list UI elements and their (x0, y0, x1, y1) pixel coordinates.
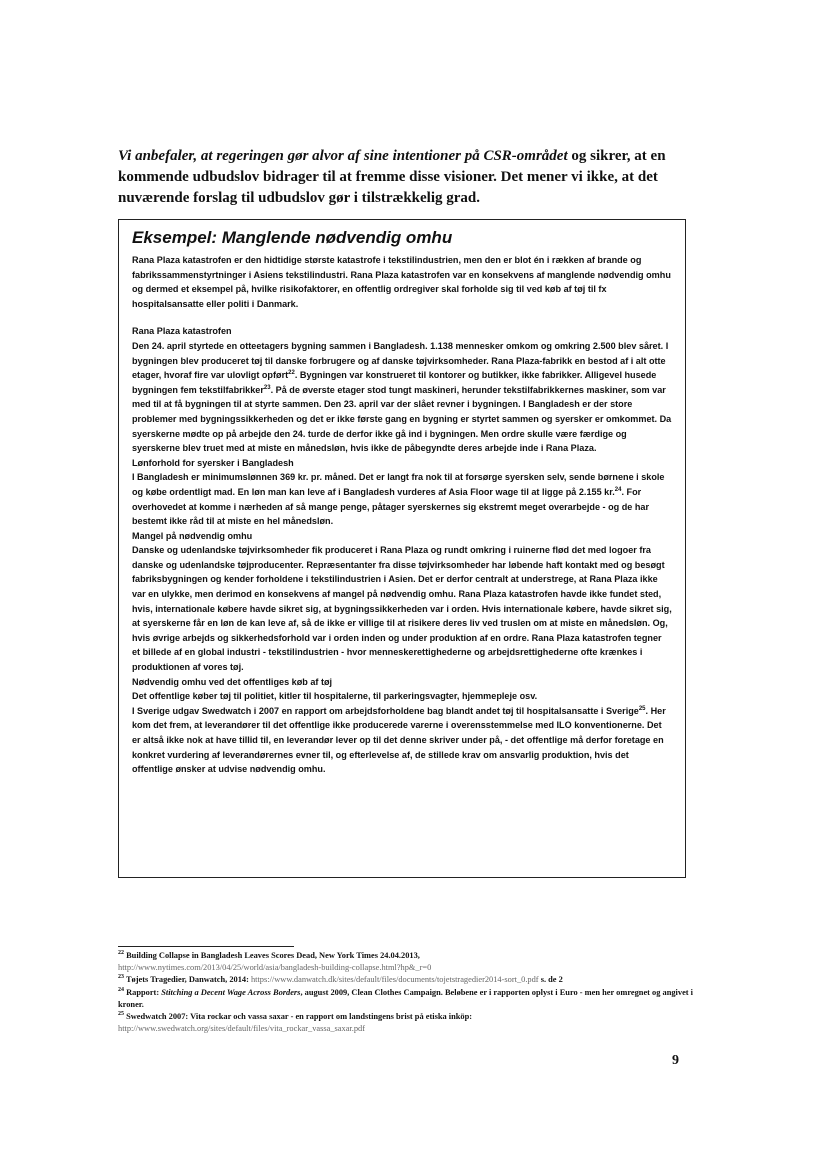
footnote-25 (118, 1011, 693, 1023)
intro-paragraph (118, 146, 688, 209)
footnote-text: Tøjets Tragedier, Danwatch, 2014: (125, 975, 251, 985)
footnote-24 (118, 987, 693, 1011)
section-heading-public-purchasing: Nødvendig omhu ved det offentliges køb af tøj (132, 676, 333, 687)
section-heading-wages: Lønforhold for syersker i Bangladesh (132, 457, 294, 468)
section-text: I Sverige udgav Swedwatch i 2007 en rapport om arbejdsforholdene bag blandt andet tøj til hospitalsansatte i Sverige (132, 705, 639, 716)
footnote-number: 24 (118, 986, 124, 993)
section-body-rana-plaza (132, 339, 672, 456)
footnote-text: Building Collapse in Bangladesh Leaves Scores Dead, New York Times 24.04.2013, (126, 951, 420, 960)
section-heading-rana-plaza: Rana Plaza katastrofen (132, 326, 232, 337)
footnote-22 (118, 950, 693, 962)
section-body-wages (132, 470, 672, 528)
footnote-number: 25 (118, 1011, 124, 1018)
section-text: . Bygningen var konstrueret til kontorer og butikker, ikke fabrikker. Alligevel husede bygningen fem tekstilfabrikker (132, 370, 657, 395)
page-number: 9 (672, 1053, 679, 1068)
intro-italic-text: Vi anbefaler, at regeringen gør alvor af sine intentioner på CSR-området (118, 148, 568, 164)
section-text: . For overhovedet at komme i nærheden af så mange penge, påtager syerskernes sig ekstremt meget overarbejde - og de har bestemt ikke råd til at miste en hel månedsløn. (132, 486, 650, 527)
section-body-public-purchasing-2 (132, 704, 672, 777)
footnote-25-link[interactable]: http://www.swedwatch.org/sites/default/files/vita_rockar_vassa_saxar.pdf (118, 1024, 365, 1034)
footnote-23 (118, 974, 693, 986)
footnote-22-link[interactable]: http://www.nytimes.com/2013/04/25/world/asia/bangladesh-building-collapse.html?hp&_r=0 (118, 963, 432, 973)
intro-text: og sikrer, at en kommende udbudslov bidrager til at fremme disse visioner. Det mener vi ikke, at det nuværende forslag til udbudslov gør i tilstrækkelig grad. (118, 148, 666, 206)
footnote-ref[interactable]: 25 (638, 705, 646, 712)
footnote-ref[interactable]: 23 (263, 384, 271, 391)
example-box (118, 219, 686, 878)
footnote-number: 22 (118, 950, 124, 957)
section-body-public-purchasing-1: Det offentlige køber tøj til politiet, kitler til hospitalerne, til parkeringsvagter, hjemmepleje osv. (132, 691, 538, 702)
footnote-text: s. de 2 (538, 975, 563, 985)
section-body-due-diligence: Danske og udenlandske tøjvirksomheder fik produceret i Rana Plaza og rundt omkring i ruinerne flød det med logoer fra danske og udenlandske tøjproducenter. Repræsentanter fra disse tøjvirksomheder har løbende haft kontakt med og besøgt fabriksbygningen og kender forholdene i tekstilindustrien i Asien. Det er derfor centralt at understrege, at Rana Plaza ikke var en ulykke, men derimod en konsekvens af mangel på nødvendig omhu. Rana Plaza katastrofen havde ikke fundet sted, hvis, internationale købere havde sikret sig, at bygningssikkerheden var i orden. Hvis internationale købere, havde sikret sig, at syerskerne får en løn de kan leve af, så de ikke er villige til at risikere deres liv ved truslen om at miste en månedsløn. Og, hvis øvrige arbejds og sikkerhedsforhold var i orden inden og under produktion af en ordre. Rana Plaza katastrofen tegner et billede af en global industri - tekstilindustrien - hvor menneskerettighederne og arbejdsrettighederne ofte krænkes i produktionen af vores tøj. (132, 545, 672, 673)
footnote-text: Rapport: (126, 987, 162, 997)
section-text: Den 24. april styrtede en otteetagers bygning sammen i Bangladesh. 1.138 mennesker omkom og omkring 2.500 blev såret. I bygningen blev produceret tøj til danske forbrugere og af danske tøjvirksomheder. Rana Plaza-fabrikk en bestod af i alt otte etager, hvoraf fire var ulovligt opført (132, 340, 669, 381)
footnote-text: Swedwatch 2007: Vita rockar och vassa saxar - en rapport om landstingens brist på etiska inköp: (126, 1012, 473, 1022)
footnote-number: 23 (118, 974, 124, 981)
section-text: I Bangladesh er minimumslønnen 369 kr. pr. måned. Det er langt fra nok til at forsørge syersken selv, sende børnene i skole og købe ordentligt mad. En løn man kan leve af i Bangladesh vurderes af Asia Floor wage til at ligge på 2.155 kr. (132, 472, 665, 497)
section-text: . På de øverste etager stod tungt maskineri, herunder tekstilfabrikkernes maskiner, som var med til at få bygningen til at styrte sammen. Den 23. april var der slået revner i bygningen. I Bangladesh er der store problemer med bygningssikkerheden og det er ikke første gang en bygning er styrtet sammen og syersker er omkommet. Da syerskerne mødte op på arbejde den 24. turde de derfor ikke gå ind i bygningen. Men ordre skulle være færdige og syerskerne blev truet med at miste en månedsløn, hvis ikke de påbegyndte deres arbejde inde i Rana Plaza. (132, 384, 672, 454)
footnote-ref[interactable]: 24 (614, 486, 622, 493)
footnote-report-title: Stitching a Decent Wage Across Borders (161, 987, 301, 997)
footnote-23-link[interactable]: https://www.danwatch.dk/sites/default/files/documents/tojetstragedier2014-sort_0.pdf (250, 975, 539, 985)
section-heading-due-diligence: Mangel på nødvendig omhu (132, 530, 253, 541)
footnote-divider (118, 946, 294, 947)
example-box-title: Eksempel: Manglende nødvendig omhu (132, 228, 453, 247)
example-box-content (132, 227, 672, 777)
example-lead-paragraph: Rana Plaza katastrofen er den hidtidige største katastrofe i tekstilindustrien, men den er blot én i rækken af brande og fabrikssammenstyrtninger i Asiens tekstilindustri. Rana Plaza katastrofen var en konsekvens af manglende nødvendig omhu og dermed et eksempel på, hvilke risikofaktorer, en offentlig ordregiver skal forholde sig til ved køb af tøj til fx hospitalsansatte eller politi i Danmark. (132, 255, 671, 309)
section-text: . Her kom det frem, at leverandører til det offentlige ikke producerede varerne i overensstemmelse med ILO konventionerne. Det er altså ikke nok at have tillid til, en leverandør lever op til det denne skriver under på, - det offentlige må derfor foretage en konkret vurdering af leverandørernes evner til, og efterlevelse af, de stillede krav om ansvarlig produktion, hvis det offentlige ønsker at udvise nødvendig omhu. (132, 705, 666, 775)
footnotes (118, 950, 693, 1035)
footnote-ref[interactable]: 22 (288, 370, 295, 377)
footnote-text: , august 2009, Clean Clothes Campaign. Beløbene er i rapporten oplyst i Euro - men her omregnet og angivet i kroner. (118, 987, 693, 1009)
